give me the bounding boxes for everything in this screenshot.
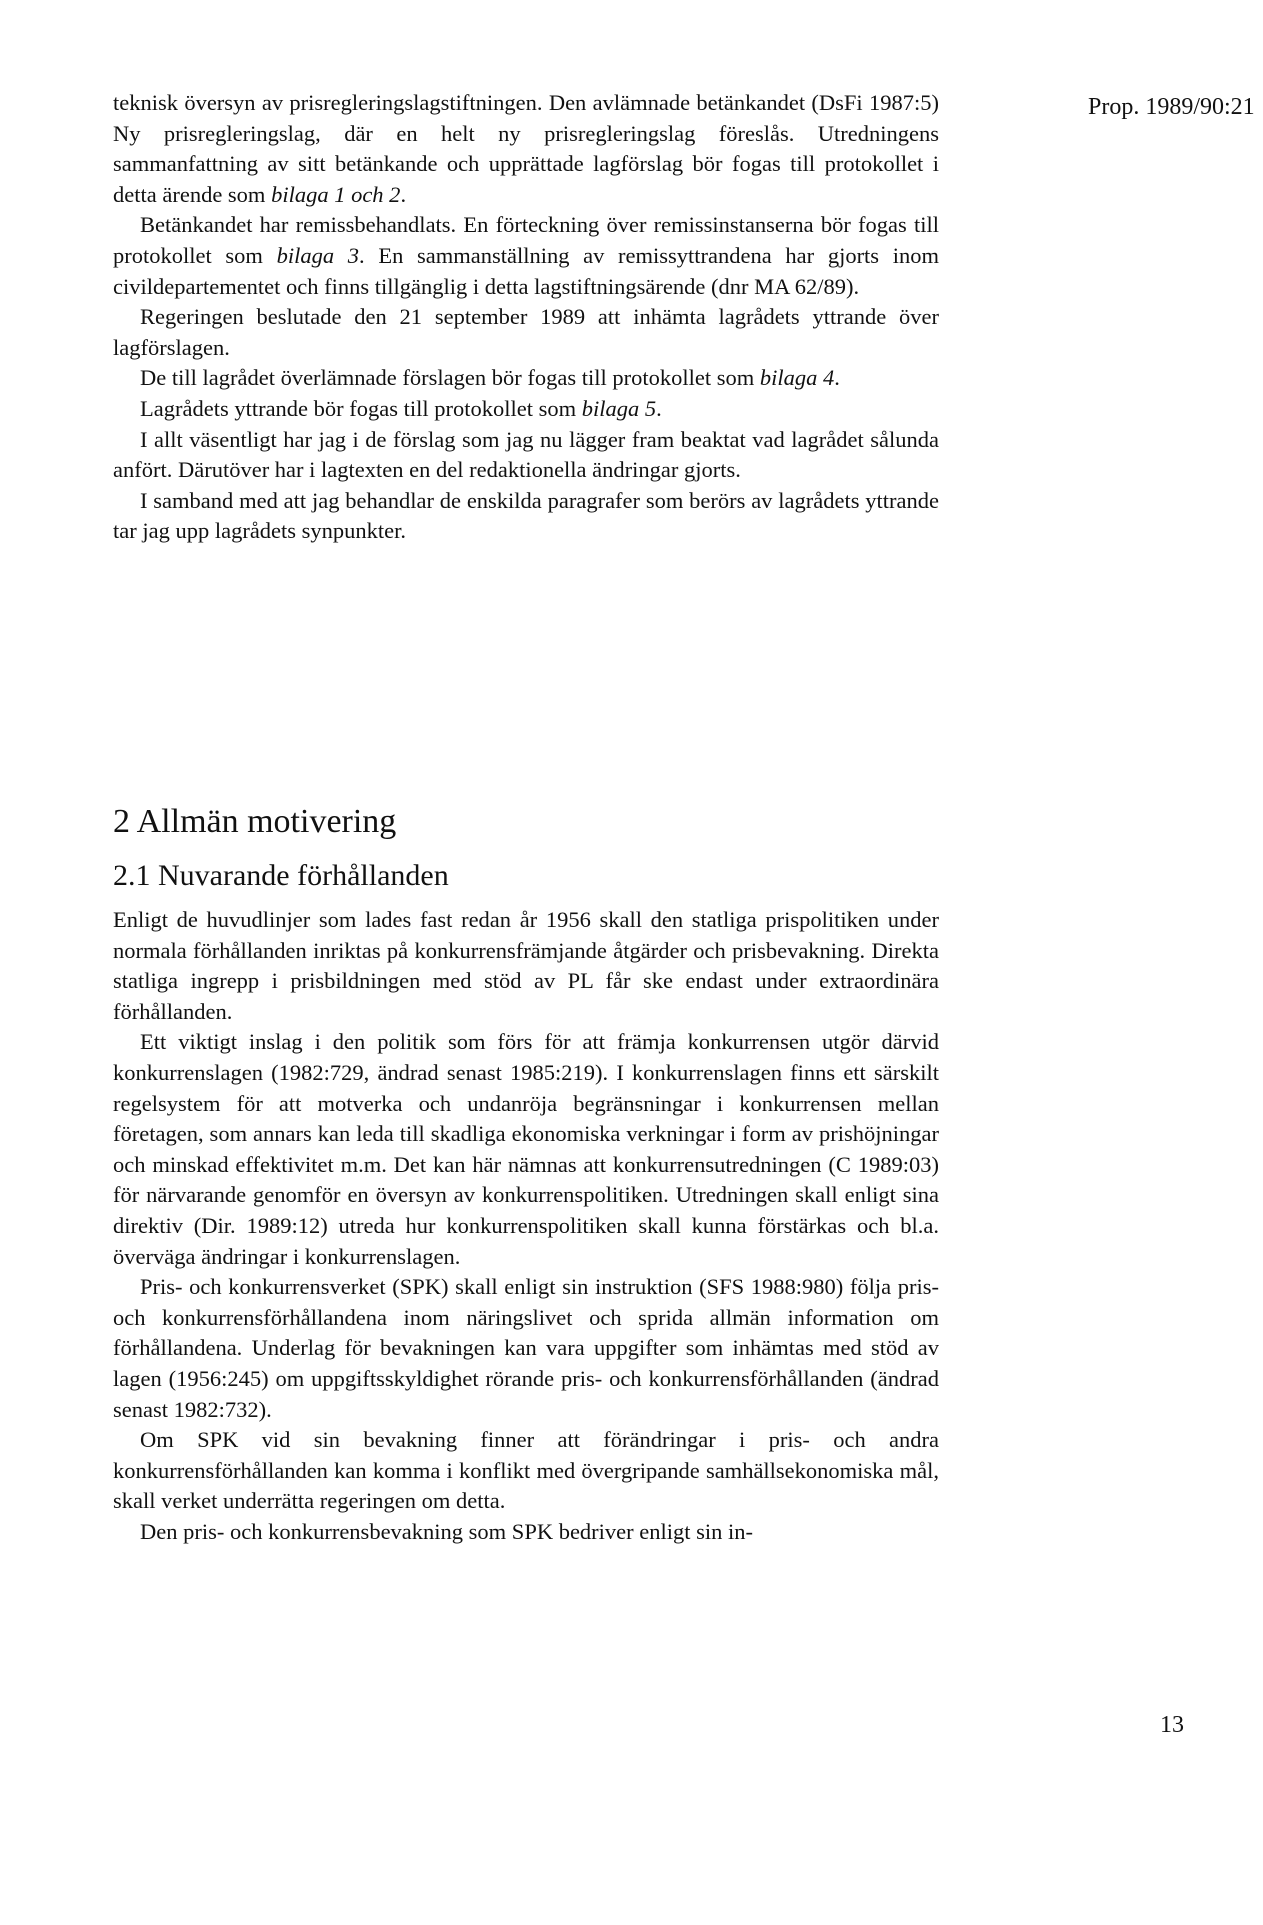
intro-p1-emphasis: bilaga 1 och 2 <box>271 181 401 207</box>
section-headings <box>113 800 939 912</box>
page-number: 13 <box>1160 1712 1184 1738</box>
subsection-heading: 2.1 Nuvarande förhållanden <box>113 859 449 892</box>
proposition-reference: Prop. 1989/90:21 <box>1088 94 1255 120</box>
body-paragraph-3: Pris- och konkurrensverket (SPK) skall enligt sin instruktion (SFS 1988:980) följa pris- och konkurrensförhållandena inom näringslivet och sprida allmän information om förhållandena. Underlag för bevakningen kan vara uppgifter som inhämtas med stöd av lagen (1956:245) om uppgiftsskyldighet rörande pris- och konkurrensförhållanden (ändrad senast 1982:732). <box>113 1274 939 1422</box>
intro-p5-text: Lagrådets yttrande bör fogas till protokollet som <box>140 395 582 421</box>
intro-paragraph-6: I allt väsentligt har jag i de förslag som jag nu lägger fram beaktat vad lagrådet sålunda anfört. Därutöver har i lagtexten en del redaktionella ändringar gjorts. <box>113 426 939 483</box>
intro-p2-end: . En sammanställning av remissyttrandena har gjorts inom civildepartementet och finns tillgänglig i detta lagstiftningsärende (dnr MA 62/89). <box>113 242 939 299</box>
intro-paragraph-5 <box>113 394 939 425</box>
body-text-column <box>113 905 939 1547</box>
intro-paragraph-4 <box>113 363 939 394</box>
intro-p5-emphasis: bilaga 5 <box>581 395 657 421</box>
intro-text-column <box>113 88 939 547</box>
intro-paragraph-7: I samband med att jag behandlar de enskilda paragrafer som berörs av lagrådets yttrande tar jag upp lagrådets synpunkter. <box>113 487 939 544</box>
intro-p2-emphasis: bilaga 3 <box>276 242 360 268</box>
intro-p2-text: Betänkandet har remissbehandlats. En förteckning över remissinstanserna bör fogas till protokollet som <box>113 212 939 268</box>
intro-p4-text: De till lagrådet överlämnade förslagen bör fogas till protokollet som <box>140 365 760 391</box>
intro-paragraph-1 <box>113 88 939 210</box>
intro-p4-emphasis: bilaga 4 <box>759 365 835 391</box>
body-paragraph-1: Enligt de huvudlinjer som lades fast redan år 1956 skall den statliga prispolitiken under normala förhållanden inriktas på konkurrensfrämjande åtgärder och prisbevakning. Direkta statliga ingrepp i prisbildningen med stöd av PL får ske endast under extraordinära förhållanden. <box>113 907 939 1024</box>
intro-p1-text: teknisk översyn av prisregleringslagstiftningen. Den avlämnade betänkandet (DsFi 1987:5) Ny prisregleringslag, där en helt ny prisregleringslag föreslås. Utredningens sammanfattning av sitt betänkande och upprättade lagförslag bör fogas till protokollet i detta ärende som <box>113 90 939 207</box>
body-paragraph-4: Om SPK vid sin bevakning finner att förändringar i pris- och andra konkurrensförhållanden kan komma i konflikt med övergripande samhällsekonomiska mål, skall verket underrätta regeringen om detta. <box>113 1427 939 1514</box>
section-heading: 2 Allmän motivering <box>113 803 397 840</box>
body-paragraph-5: Den pris- och konkurrensbevakning som SPK bedriver enligt sin in- <box>140 1518 754 1544</box>
intro-p5-end: . <box>656 395 662 421</box>
intro-paragraph-3: Regeringen beslutade den 21 september 1989 att inhämta lagrådets yttrande över lagförslagen. <box>113 304 939 360</box>
body-paragraph-2: Ett viktigt inslag i den politik som förs för att främja konkurrensen utgör därvid konkurrenslagen (1982:729, ändrad senast 1985:219). I konkurrenslagen finns ett särskilt regelsystem för att motverka och undanröja begränsningar i konkurrensen mellan företagen, som annars kan leda till skadliga ekonomiska verkningar i form av prishöjningar och minskad effektivitet m.m. Det kan här nämnas att konkurrensutredningen (C 1989:03) för närvarande genomför en översyn av konkurrenspolitiken. Utredningen skall enligt sina direktiv (Dir. 1989:12) utreda hur konkurrenspolitiken skall kunna förstärkas och bl.a. överväga ändringar i konkurrenslagen. <box>113 1029 939 1269</box>
intro-p1-end: . <box>400 181 407 207</box>
intro-p4-end: . <box>834 365 840 391</box>
intro-paragraph-2 <box>113 210 939 302</box>
